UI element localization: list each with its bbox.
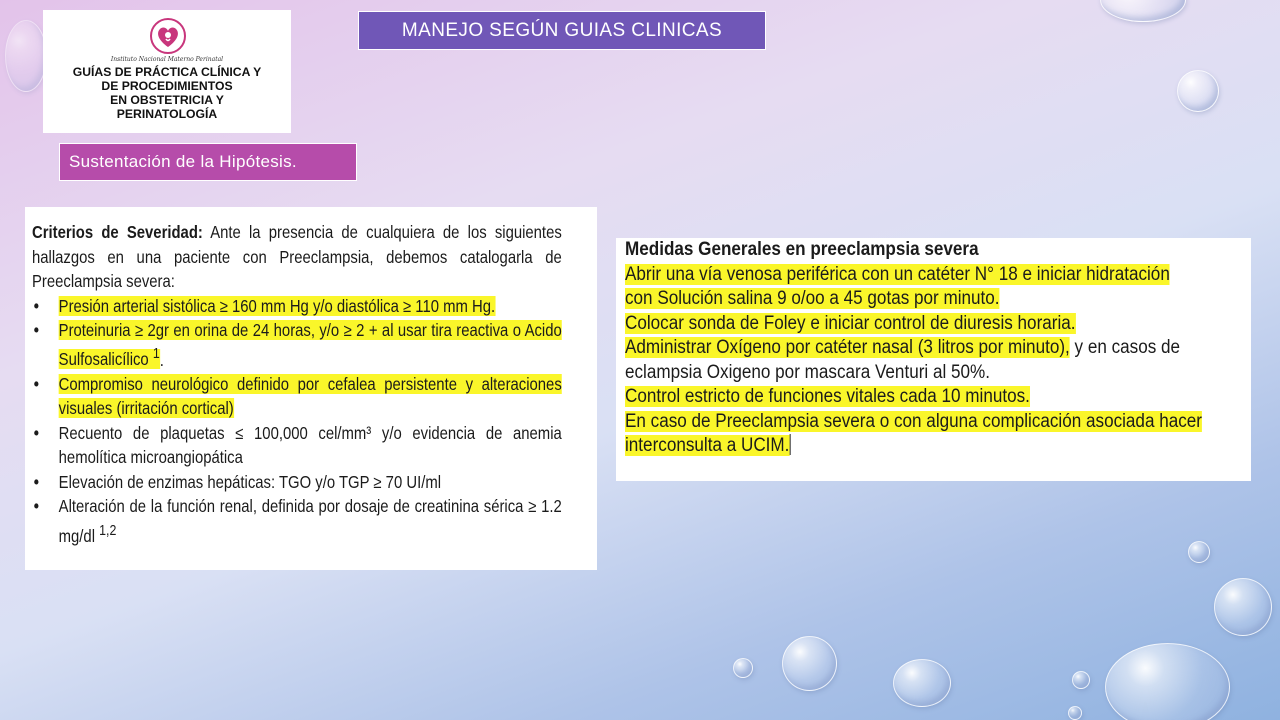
- measures-line: [625, 385, 1244, 410]
- criteria-item: [32, 318, 562, 372]
- criteria-item-body: Proteinuria ≥ 2gr en orina de 24 horas, y/o ≥ 2 + al usar tira reactiva o Acido Sulfosalicílico: [58, 320, 562, 370]
- measures-line-rest: y en casos de: [1069, 337, 1181, 358]
- criteria-item-text: Compromiso neurológico definido por cefalea persistente y alteraciones visuales (irritación cortical): [58, 373, 562, 419]
- bubble-decoration: [733, 658, 753, 678]
- measures-line: [625, 361, 1244, 386]
- criteria-item: [32, 421, 562, 470]
- criteria-item-text: Recuento de plaquetas ≤ 100,000 cel/mm³ y/o evidencia de anemia hemolítica microangiopática: [58, 422, 562, 468]
- bubble-decoration: [1214, 578, 1272, 636]
- criteria-item-text: Alteración de la función renal, definida por dosaje de creatinina sérica ≥ 1.2 mg/dl: [58, 496, 562, 546]
- bullet-icon: •: [33, 320, 39, 340]
- bullet-icon: •: [33, 295, 39, 316]
- measures-panel: [616, 238, 1251, 481]
- measures-line: [625, 287, 1244, 312]
- criteria-panel: [25, 207, 597, 570]
- bubble-decoration: [1188, 541, 1210, 563]
- bubble-decoration: [5, 20, 47, 92]
- slide-title: MANEJO SEGÚN GUIAS CLINICAS: [358, 11, 766, 50]
- measures-text: [625, 238, 1244, 459]
- bubble-decoration: [1105, 643, 1230, 720]
- bullet-icon: •: [33, 471, 39, 492]
- heart-emblem-icon: [146, 14, 190, 58]
- criteria-item-text: Elevación de enzimas hepáticas: TGO y/o TGP ≥ 70 UI/ml: [58, 471, 442, 492]
- bubble-decoration: [782, 636, 837, 691]
- bubble-decoration: [893, 659, 951, 707]
- criteria-item: [32, 372, 562, 421]
- measures-line-text: En caso de Preeclampsia severa o con alguna complicación asociada hacer: [625, 410, 1202, 432]
- measures-line-text: eclampsia Oxigeno por mascara Venturi al 50%.: [625, 361, 990, 383]
- text-cursor: [789, 434, 790, 455]
- bullet-icon: •: [33, 422, 39, 443]
- measures-line: [625, 312, 1244, 337]
- criteria-item-tail: .: [159, 349, 164, 370]
- bullet-icon: •: [33, 496, 39, 517]
- bubble-decoration: [1068, 706, 1082, 720]
- measures-line-text: Colocar sonda de Foley e iniciar control de diuresis horaria.: [625, 312, 1076, 334]
- measures-line: [625, 410, 1244, 435]
- logo-line: EN OBSTETRICIA Y: [110, 93, 224, 107]
- bullet-icon: •: [33, 373, 39, 394]
- measures-line-text: interconsulta a UCIM.: [625, 435, 790, 456]
- criteria-text: [32, 220, 562, 548]
- measures-line-text: Abrir una vía venosa periférica con un catéter N° 18 e iniciar hidratación: [625, 263, 1170, 285]
- footnote-ref: 1,2: [99, 522, 117, 539]
- slide-subtitle: Sustentación de la Hipótesis.: [59, 143, 357, 181]
- criteria-heading: Criterios de Severidad:: [32, 222, 203, 242]
- criteria-intro-text: Ante la presencia de cualquiera de los siguientes hallazgos en una paciente con Preeclampsia, debemos catalogarla de Preeclampsia severa:: [32, 222, 562, 291]
- institution-name: Instituto Nacional Materno Perinatal: [110, 56, 224, 63]
- measures-line: [625, 434, 1244, 459]
- criteria-item-text: [59, 320, 562, 369]
- measures-line: [625, 336, 1244, 361]
- measures-line: [625, 263, 1244, 288]
- logo-card: [43, 10, 291, 133]
- measures-line-text: Administrar Oxígeno por catéter nasal (3 litros por minuto),: [625, 337, 1070, 358]
- criteria-item-text: Presión arterial sistólica ≥ 160 mm Hg y/o diastólica ≥ 110 mm Hg.: [58, 295, 496, 316]
- logo-line: PERINATOLOGÍA: [116, 107, 218, 121]
- criteria-item: [32, 470, 562, 495]
- bubble-decoration: [1072, 671, 1090, 689]
- criteria-intro: [32, 220, 562, 294]
- logo-text: [43, 65, 291, 121]
- logo-line: DE PROCEDIMIENTOS: [101, 79, 233, 93]
- criteria-item: [32, 494, 562, 548]
- criteria-item: [32, 294, 562, 319]
- footnote-ref: 1: [152, 346, 160, 363]
- measures-line-text: con Solución salina 9 o/oo a 45 gotas por minuto.: [625, 288, 1000, 309]
- bubble-decoration: [1177, 70, 1219, 112]
- logo-line: GUÍAS DE PRÁCTICA CLÍNICA Y: [72, 65, 262, 79]
- bubble-decoration: [1100, 0, 1186, 22]
- measures-line-text: Control estricto de funciones vitales cada 10 minutos.: [625, 386, 1030, 407]
- measures-heading: Medidas Generales en preeclampsia severa: [625, 239, 979, 260]
